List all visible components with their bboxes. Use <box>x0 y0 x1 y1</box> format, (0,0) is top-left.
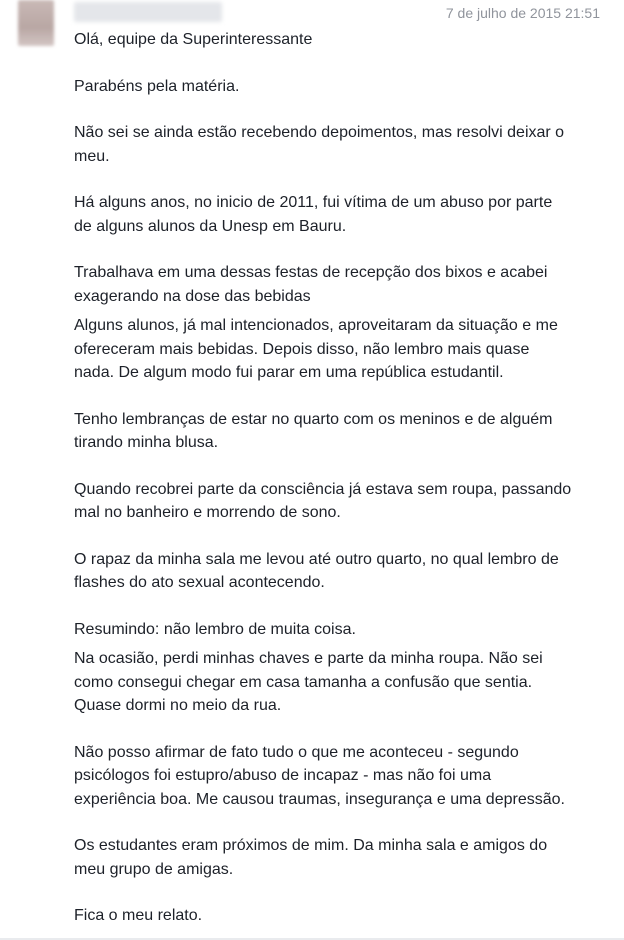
paragraph <box>74 191 614 238</box>
message-line: Não sei se ainda estão recebendo depoimentos, mas resolvi deixar o <box>74 124 565 141</box>
message-line: meu. <box>74 147 110 165</box>
message-line: ofereceram mais bebidas. Depois disso, não lembro mais quase <box>74 340 530 358</box>
message-line: Trabalhava em uma dessas festas de recepção dos bixos e acabei <box>74 264 548 281</box>
message-line: O rapaz da minha sala me levou até outro quarto, no qual lembro de <box>74 550 559 568</box>
message-line: mal no banheiro e morrendo de sono. <box>74 504 341 521</box>
sender-avatar[interactable] <box>18 0 54 46</box>
message-line: Fica o meu relato. <box>74 907 203 924</box>
paragraph <box>74 408 614 455</box>
paragraph <box>74 618 614 642</box>
message-line: Os estudantes eram próximos de mim. Da minha sala e amigos do <box>74 837 548 854</box>
message-line: flashes do ato sexual acontecendo. <box>74 574 325 591</box>
message-timestamp: 7 de julho de 2015 21:51 <box>445 5 600 21</box>
message-line: Não posso afirmar de fato tudo o que me aconteceu - segundo <box>74 743 519 761</box>
paragraph <box>74 647 614 718</box>
message-line: exagerando na dose das bebidas <box>74 287 311 305</box>
message-line: Tenho lembranças de estar no quarto com os meninos e de alguém <box>74 410 553 428</box>
paragraph <box>74 28 614 52</box>
message-line: Quase dormi no meio da rua. <box>74 697 282 714</box>
message-line: tirando minha blusa. <box>74 434 219 451</box>
paragraph <box>74 478 614 525</box>
paragraph <box>74 548 614 595</box>
message-line: Olá, equipe da Superinteressante <box>74 31 313 48</box>
message-line: meu grupo de amigas. <box>74 860 234 878</box>
message-line: Resumindo: não lembro de muita coisa. <box>74 620 356 638</box>
message-line: Quando recobrei parte da consciência já estava sem roupa, passando <box>74 480 572 498</box>
sender-name-blurred[interactable] <box>74 2 222 22</box>
message-line: experiência boa. Me causou traumas, insegurança e uma depressão. <box>74 790 565 808</box>
message-line: Há alguns anos, no inicio de 2011, fui vítima de um abuso por parte <box>74 194 553 211</box>
message-line: Parabéns pela matéria. <box>74 77 240 95</box>
message-line: de alguns alunos da Unesp em Bauru. <box>74 217 347 235</box>
paragraph <box>74 314 614 385</box>
message-line: Na ocasião, perdi minhas chaves e parte da minha roupa. Não sei <box>74 650 543 667</box>
message-body <box>74 28 614 928</box>
message-line: psicólogos foi estupro/abuso de incapaz - mas não foi uma <box>74 767 492 784</box>
paragraph <box>74 904 614 928</box>
paragraph <box>74 741 614 812</box>
message-line: nada. De algum modo fui parar em uma república estudantil. <box>74 364 504 381</box>
message-line: Alguns alunos, já mal intencionados, aproveitaram da situação e me <box>74 317 558 334</box>
paragraph <box>74 75 614 99</box>
paragraph <box>74 261 614 308</box>
message-line: como consegui chegar em casa tamanha a confusão que sentia. <box>74 673 533 691</box>
paragraph <box>74 834 614 881</box>
paragraph <box>74 121 614 168</box>
